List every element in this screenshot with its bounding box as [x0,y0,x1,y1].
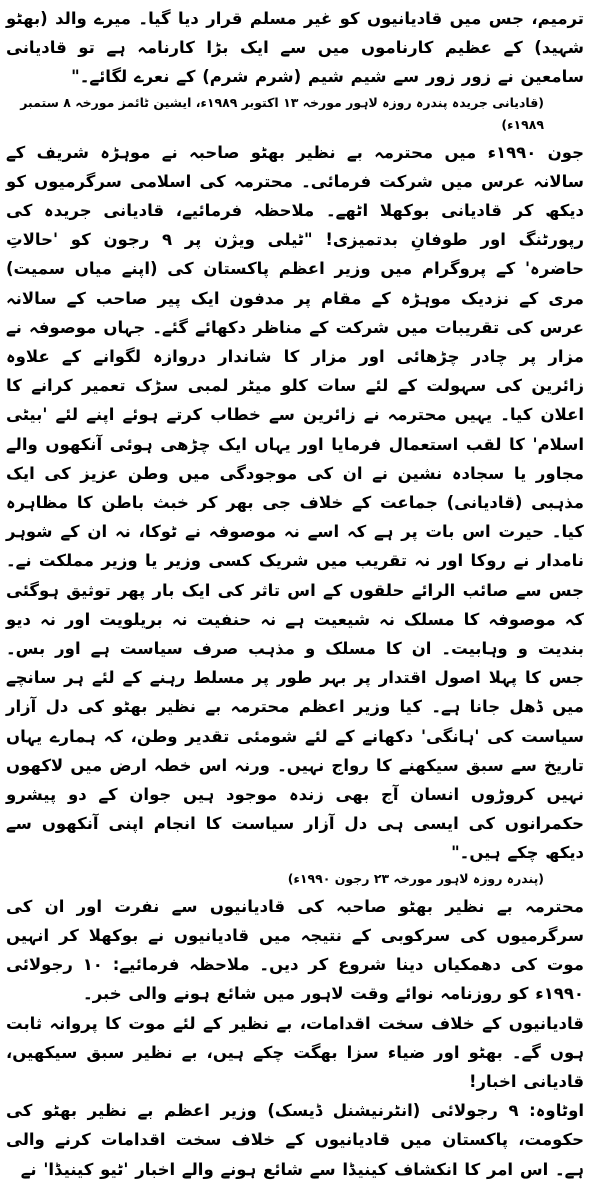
paragraph-headline: قادیانیوں کے خلاف سخت اقدامات، بے نظیر کے لئے موت کا پروانہ ثابت ہوں گے۔ بھٹو اور ضیاء سزا بھگت چکے ہیں، بے نظیر سبق سیکھیں، قادیانی اخبار! [6,1013,584,1091]
citation-1989: (قادیانی جریدہ پندرہ روزہ لاہور مورخہ ۱۳ اکتوبر ۱۹۸۹ء، ایشین ٹائمز مورخہ ۸ ستمبر ۱۹۸۹ء) [20,94,544,132]
citation-june-1990: (پندرہ روزہ لاہور مورخہ ۲۳ رجون ۱۹۹۰ء) [287,870,544,886]
paragraph-ottawa-report: اوٹاوہ: ۹ رجولائی (انٹرنیشنل ڈیسک) وزیر اعظم بے نظیر بھٹو کی حکومت، پاکستان میں قادیانیوں کے خلاف سخت اقدامات کرنے والی ہے۔ اس امر کا انکشاف کینیڈا سے شائع ہونے والے اخبار 'ٹیو کینیڈا' نے [6,1101,584,1179]
document-page [6,4,584,1179]
paragraph-mohra-sharif: جون ۱۹۹۰ء میں محترمہ بے نظیر بھٹو صاحبہ نے موہڑہ شریف کے سالانہ عرس میں شرکت فرمائی۔ محترمہ کی اسلامی سرگرمیوں کو دیکھ کر قادیانی بوکھلا اٹھے۔ ملاحظہ فرمائیے، قادیانی جریدہ کی رپورٹنگ اور طوفانِ بدتمیزی! "ٹیلی ویژن پر ۹ رجون کو 'حالاتِ حاضرہ' کے پروگرام میں وزیر اعظم پاکستان کی (اپنے میاں سمیت) مری کے نزدیک موہڑہ کے مقام پر مدفون ایک پیر صاحب کے سالانہ عرس کی تقریبات میں شرکت کے مناظر دکھائے گئے۔ جہاں موصوفہ نے مزار پر چادر چڑھائی اور مزار کا شاندار دروازہ لگوانے کے علاوہ زائرین کی سہولت کے لئے سات کلو میٹر لمبی سڑک تعمیر کرانے کا اعلان کیا۔ یہیں محترمہ نے زائرین سے خطاب کرتے ہوئے اپنے لئے 'بیٹی اسلام' کا لقب استعمال فرمایا اور یہاں ایک چڑھی ہوئی آنکھوں والے مجاور یا سجادہ نشین نے ان کی موجودگی میں وطن عزیز کی ایک مذہبی (قادیانی) جماعت کے خلاف جی بھر کر خبث باطن کا مظاہرہ کیا۔ حیرت اس بات پر ہے کہ اسے نہ موصوفہ نے ٹوکا، نہ ان کے شوہر نامدار نے روکا اور نہ تقریب میں شریک کسی وزیر یا وزیر مملکت نے۔ جس سے صائب الرائے حلقوں کے اس تاثر کی ایک بار پھر توثیق ہوگئی کہ موصوفہ کا مسلک نہ شیعیت ہے نہ حنفیت نہ بریلویت اور نہ دیو بندیت و وہابیت۔ ان کا مسلک و مذہب صرف سیاست ہے اور بس۔ جس کا پہلا اصول اقتدار پر بہر طور پر مسلط رہنے کے لئے ہر سانچے میں ڈھل جانا ہے۔ کیا وزیر اعظم محترمہ بے نظیر بھٹو کی دل آزار سیاست کی 'ہانگی' دکھانے کے لئے شومئی تقدیر وطن، کہ ہمارے یہاں تاریخ سے سبق سیکھنے کا رواج نہیں۔ ورنہ اس خطہ ارض میں لاکھوں نہیں کروڑوں انسان آج بھی زندہ موجود ہیں جوان کے دو پیشرو حکمرانوں کی ایسی ہی دل آزار سیاست کا انجام اپنی آنکھوں سے دیکھ چکے ہیں۔" [6,142,584,863]
paragraph-threats: محترمہ بے نظیر بھٹو صاحبہ کی قادیانیوں سے نفرت اور ان کی سرگرمیوں کی سرکوبی کے نتیجہ میں قادیانیوں نے بوکھلا کر انہیں موت کی دھمکیاں دینا شروع کر دیں۔ ملاحظہ فرمائیے: ۱۰ رجولائی ۱۹۹۰ء کو روزنامہ نوائے وقت لاہور میں شائع ہونے والی خبر۔ [6,896,584,1004]
paragraph-intro-quote: ترمیم، جس میں قادیانیوں کو غیر مسلم قرار دیا گیا۔ میرے والد (بھٹو شہید) کے عظیم کارناموں میں سے ایک بڑا کارنامہ ہے تو قادیانی سامعین نے زور زور سے شیم شیم (شرم شرم) کے نعرے لگائے۔" [6,9,584,87]
